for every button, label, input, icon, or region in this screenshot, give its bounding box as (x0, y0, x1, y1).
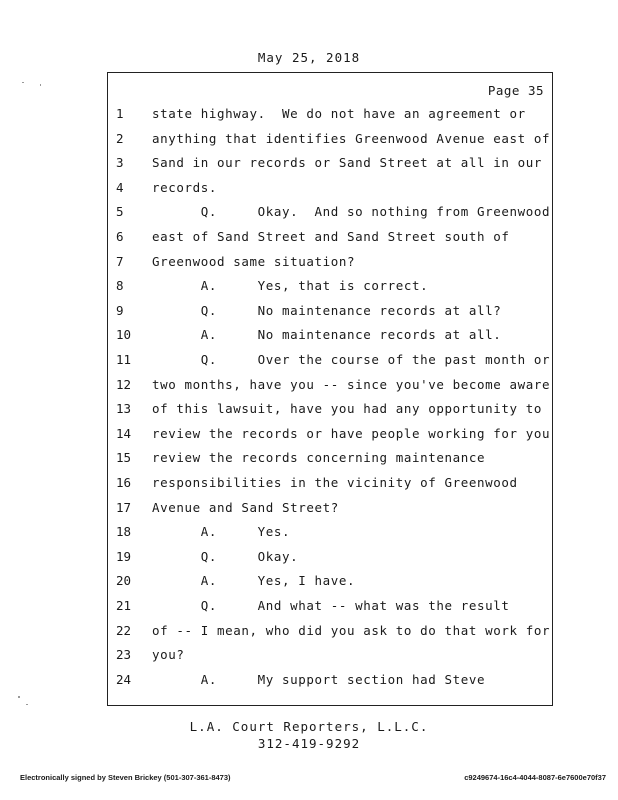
line-number: 2 (116, 130, 124, 146)
line-number: 12 (116, 376, 132, 392)
line-text: Q. No maintenance records at all? (152, 302, 502, 318)
transcript-line (108, 377, 554, 397)
transcript-line (108, 155, 554, 175)
line-text: A. Yes, that is correct. (152, 278, 429, 294)
line-text: A. My support section had Steve (152, 671, 486, 687)
line-number: 23 (116, 647, 132, 663)
line-number: 3 (116, 155, 124, 171)
line-number: 7 (116, 253, 124, 269)
line-text: of this lawsuit, have you had any opportunity to (152, 401, 543, 417)
line-text: Q. Over the course of the past month or (152, 352, 551, 367)
line-number: 9 (116, 302, 124, 318)
reporter-footer (0, 718, 618, 752)
line-number: 1 (116, 106, 124, 121)
transcript-date: May 25, 2018 (257, 50, 361, 65)
transcript-page-frame (107, 72, 553, 706)
line-number: 19 (116, 548, 132, 564)
transcript-line (108, 327, 554, 347)
line-number: 8 (116, 278, 124, 294)
transcript-line (108, 229, 554, 249)
transcript-line (108, 106, 554, 126)
line-number: 18 (116, 524, 132, 540)
transcript-line (108, 598, 554, 618)
transcript-line (108, 450, 554, 470)
transcript-line (108, 131, 554, 151)
transcript-line (108, 549, 554, 569)
transcript-line (108, 180, 554, 200)
line-text: A. Yes, I have. (152, 573, 356, 589)
line-text: of -- I mean, who did you ask to do that work for (152, 622, 551, 638)
transcript-line (108, 647, 554, 667)
transcript-line (108, 573, 554, 593)
transcript-line (108, 401, 554, 421)
transcript-line (108, 278, 554, 298)
line-text: Avenue and Sand Street? (152, 499, 339, 515)
line-number: 13 (116, 401, 132, 417)
line-text: you? (152, 647, 185, 663)
court-reporter-phone: 312-419-9292 (257, 736, 361, 751)
scan-speck (40, 84, 41, 86)
line-text: Greenwood same situation? (152, 253, 356, 269)
line-text: east of Sand Street and Sand Street south of (152, 229, 510, 244)
line-text: state highway. We do not have an agreement or (152, 106, 526, 121)
line-text: two months, have you -- since you've become aware (152, 376, 551, 392)
line-number: 16 (116, 475, 132, 490)
transcript-line (108, 254, 554, 274)
transcript-line (108, 500, 554, 520)
line-number: 4 (116, 179, 124, 195)
line-text: review the records or have people working for you (152, 425, 551, 441)
line-number: 14 (116, 425, 132, 441)
transcript-line (108, 204, 554, 224)
line-number: 17 (116, 499, 132, 515)
line-text: Sand in our records or Sand Street at all in our (152, 155, 543, 171)
scan-speck (26, 704, 28, 705)
line-text: A. Yes. (152, 524, 291, 540)
scan-speck (18, 696, 20, 698)
line-text: anything that identifies Greenwood Avenue east of (152, 130, 551, 146)
line-number: 24 (116, 671, 132, 687)
transcript-line (108, 475, 554, 495)
court-reporter-name: L.A. Court Reporters, L.L.C. (189, 719, 429, 734)
line-text: Q. And what -- what was the result (152, 598, 510, 613)
transcript-line (108, 524, 554, 544)
line-text: Q. Okay. (152, 548, 299, 564)
line-number: 15 (116, 450, 132, 466)
transcript-line (108, 303, 554, 323)
document-hash: c9249674-16c4-4044-8087-6e7600e70f37 (464, 773, 606, 782)
line-number: 10 (116, 327, 132, 343)
transcript-line (108, 426, 554, 446)
line-number: 22 (116, 622, 132, 638)
line-number: 5 (116, 204, 124, 220)
line-number: 6 (116, 229, 124, 244)
transcript-line (108, 623, 554, 643)
transcript-line (108, 352, 554, 372)
line-number: 11 (116, 352, 132, 367)
line-text: responsibilities in the vicinity of Greenwood (152, 475, 518, 490)
electronic-signature: Electronically signed by Steven Brickey (501-307-361-8473) (20, 773, 231, 782)
line-text: Q. Okay. And so nothing from Greenwood (152, 204, 551, 220)
page-number: Page 35 (487, 83, 544, 98)
scan-speck (22, 82, 24, 83)
line-number: 20 (116, 573, 132, 589)
line-text: review the records concerning maintenance (152, 450, 486, 466)
line-number: 21 (116, 598, 132, 613)
line-text: A. No maintenance records at all. (152, 327, 502, 343)
transcript-line (108, 672, 554, 692)
line-text: records. (152, 179, 218, 195)
